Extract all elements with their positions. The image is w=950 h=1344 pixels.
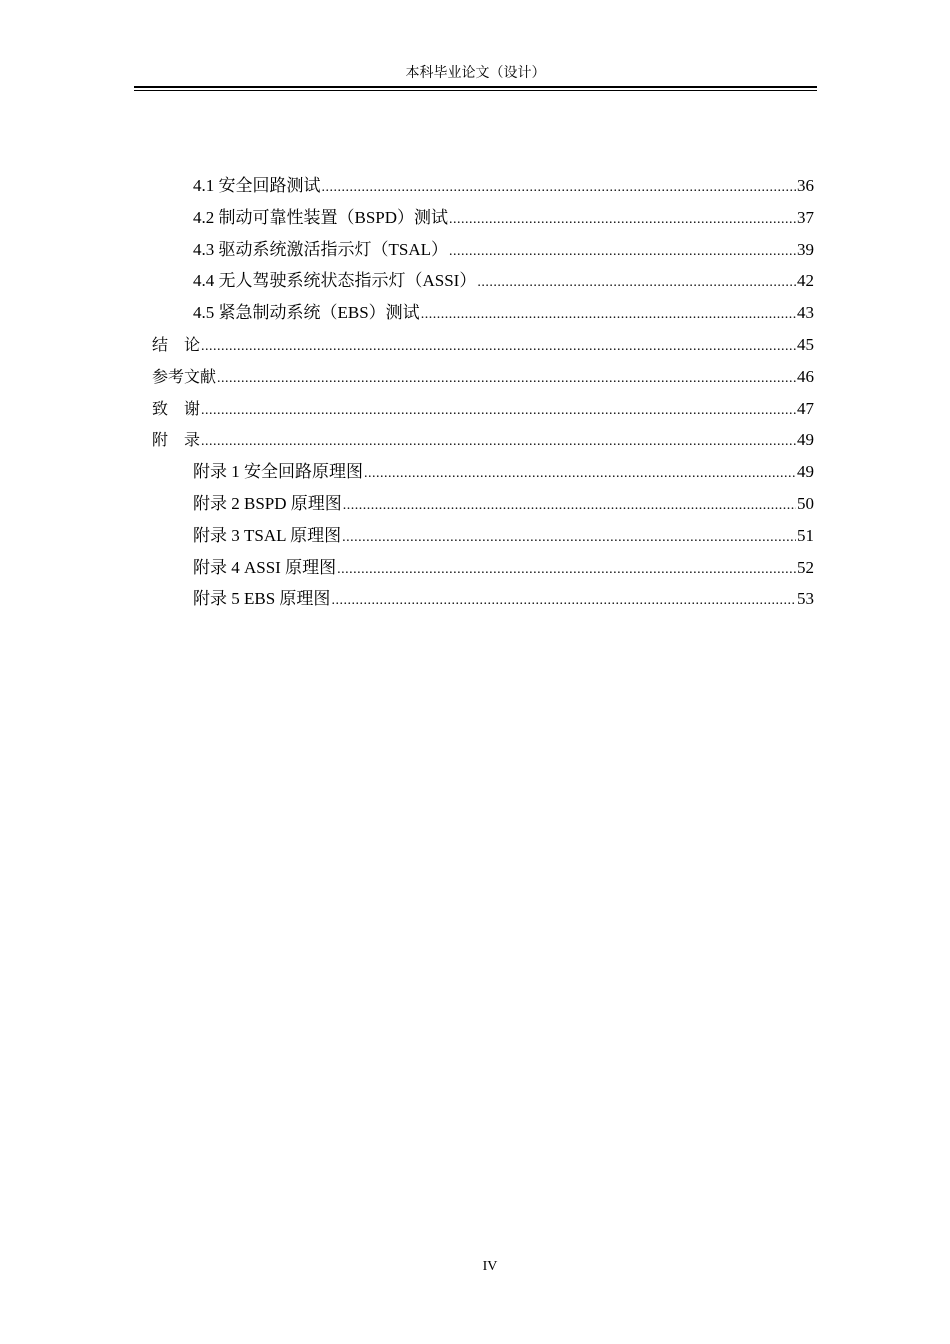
toc-entry-page: 49: [797, 430, 814, 450]
toc-entry-title: 4.5 紧急制动系统（EBS）测试: [193, 303, 420, 323]
toc-entry-title: 4.1 安全回路测试: [193, 176, 321, 195]
toc-entry-page: 51: [797, 525, 814, 545]
toc-entry[interactable]: [152, 393, 814, 425]
toc-entry[interactable]: [152, 456, 814, 488]
toc-entry[interactable]: [152, 488, 814, 520]
toc-dot-leader: [331, 585, 796, 617]
header-rule-thin: [134, 90, 817, 91]
toc-entry-title: 致 谢: [152, 398, 201, 418]
toc-dot-leader: [343, 490, 796, 522]
toc-entry-page: 49: [797, 462, 814, 482]
toc-entry-title: 附录 3 TSAL 原理图: [193, 525, 342, 545]
toc-dot-leader: [201, 426, 796, 458]
toc-entry-title: 4.3 驱动系统激活指示灯（TSAL）: [193, 239, 448, 259]
toc-entry-title: 附录 5 EBS 原理图: [193, 589, 331, 609]
toc-entry[interactable]: [152, 265, 814, 297]
toc-entry-title: 附 录: [152, 430, 201, 450]
page-number: IV: [482, 1259, 498, 1274]
toc-entry-page: 50: [797, 493, 814, 513]
toc-entry-page: 37: [797, 207, 814, 227]
toc-entry-title: 参考文献: [152, 366, 217, 386]
toc-entry[interactable]: [152, 234, 814, 266]
toc-dot-leader: [201, 395, 796, 427]
toc-dot-leader: [342, 522, 796, 554]
toc-dot-leader: [217, 363, 796, 395]
toc-entry-page: 53: [797, 589, 814, 609]
toc-entry-page: 42: [797, 271, 814, 291]
toc-dot-leader: [201, 331, 796, 363]
table-of-contents: [152, 170, 814, 615]
toc-entry-page: 46: [797, 366, 814, 386]
toc-entry-title: 4.4 无人驾驶系统状态指示灯（ASSI）: [193, 271, 477, 291]
toc-entry-page: 36: [797, 176, 814, 195]
toc-entry-title: 4.2 制动可靠性装置（BSPD）测试: [193, 207, 449, 227]
toc-entry[interactable]: [152, 361, 814, 393]
toc-entry[interactable]: [152, 329, 814, 361]
toc-entry-title: 结 论: [152, 334, 201, 354]
toc-dot-leader: [322, 172, 797, 204]
toc-dot-leader: [449, 236, 796, 268]
header-rule: [134, 86, 817, 88]
page-header-title: 本科毕业论文（设计）: [405, 66, 546, 81]
toc-entry[interactable]: [152, 297, 814, 329]
toc-dot-leader: [477, 267, 796, 299]
toc-dot-leader: [364, 458, 796, 490]
toc-entry-page: 52: [797, 557, 814, 577]
toc-entry-page: 45: [797, 334, 814, 354]
toc-dot-leader: [449, 204, 796, 236]
toc-entry[interactable]: [152, 583, 814, 615]
toc-dot-leader: [421, 299, 796, 331]
toc-entry-title: 附录 1 安全回路原理图: [193, 462, 363, 482]
toc-entry-title: 附录 4 ASSI 原理图: [193, 557, 337, 577]
toc-entry[interactable]: [152, 170, 814, 202]
toc-entry-page: 43: [797, 303, 814, 323]
toc-entry-page: 39: [797, 239, 814, 259]
toc-entry[interactable]: [152, 552, 814, 584]
toc-entry-page: 47: [797, 398, 814, 418]
toc-entry[interactable]: [152, 424, 814, 456]
toc-dot-leader: [337, 554, 796, 586]
toc-entry[interactable]: [152, 520, 814, 552]
toc-entry[interactable]: [152, 202, 814, 234]
toc-entry-title: 附录 2 BSPD 原理图: [193, 493, 342, 513]
